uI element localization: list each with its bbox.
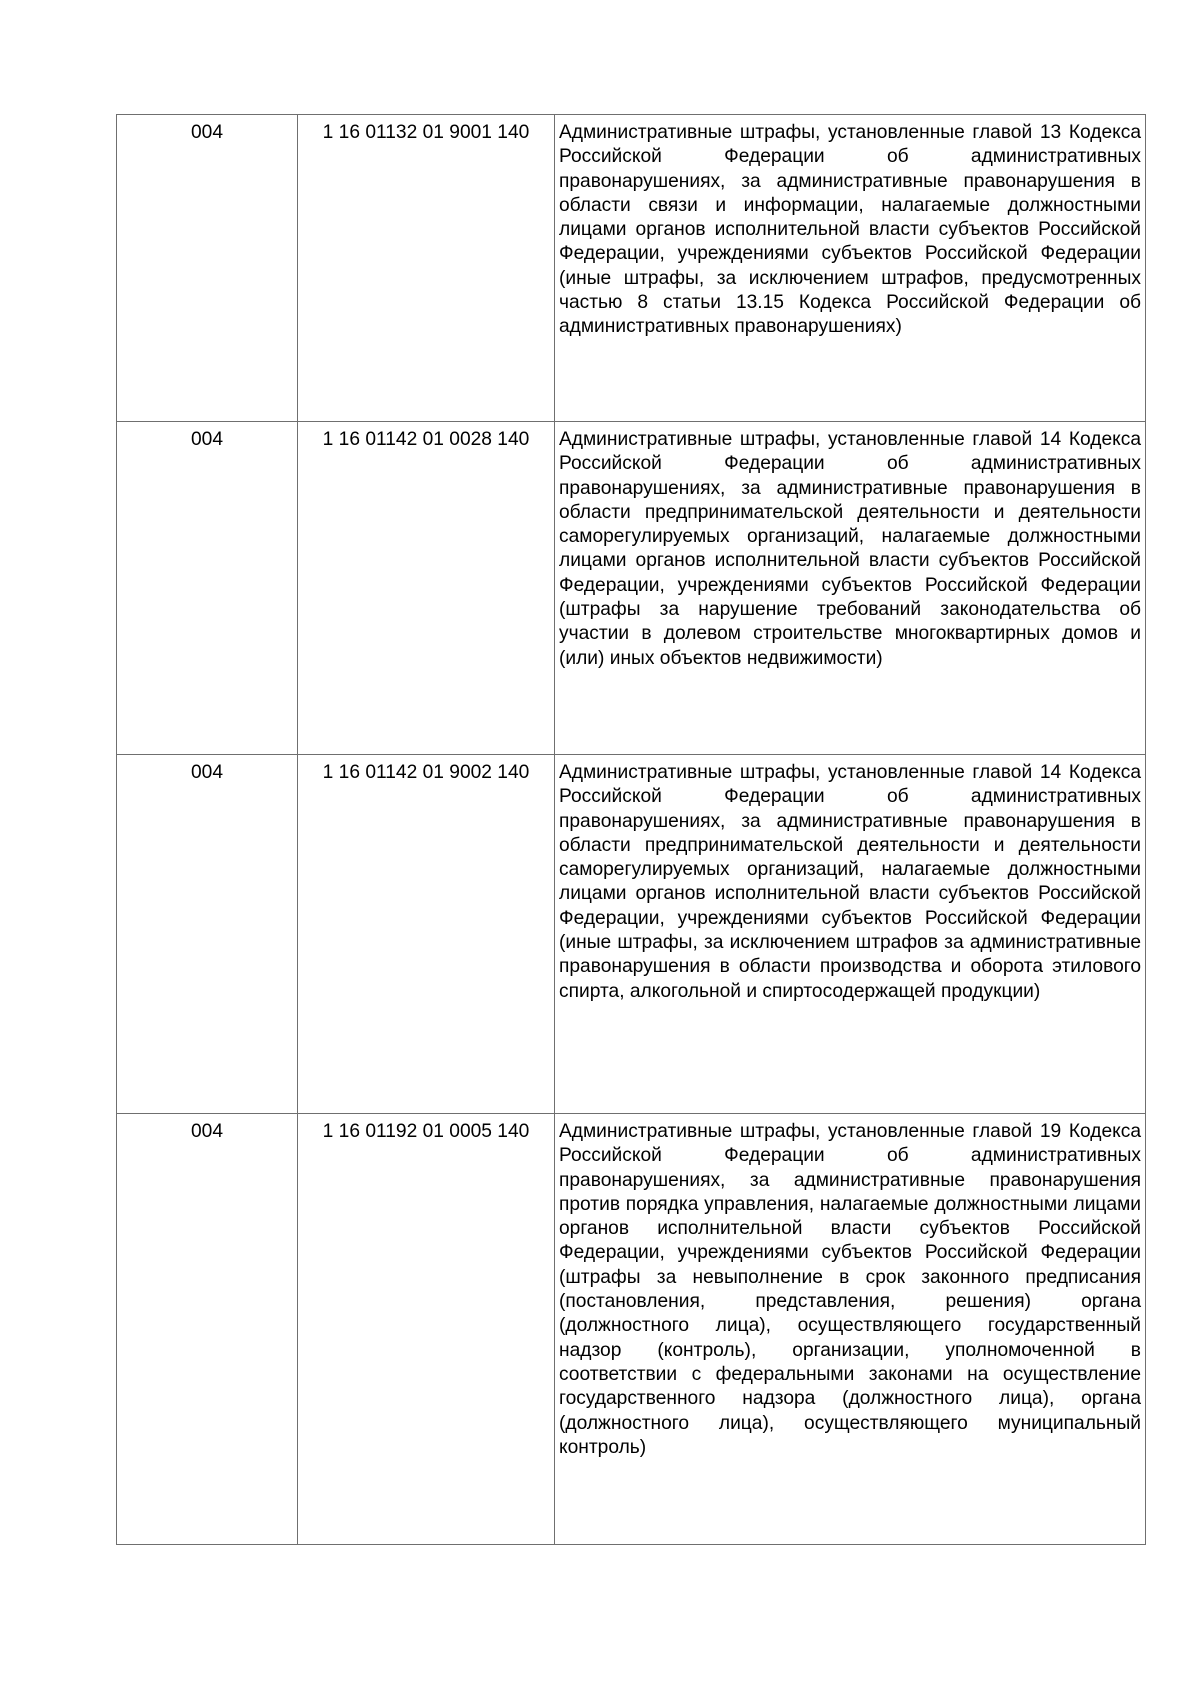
admin-code-cell: 004 bbox=[117, 1114, 298, 1545]
table-row bbox=[117, 115, 1146, 422]
description-cell: Административные штрафы, установленные главой 14 Кодекса Российской Федерации об административных правонарушениях, за административные правонарушения в области предпринимательской деятельности и деятельности саморегулируемых организаций, налагаемые должностными лицами органов исполнительной власти субъектов Российской Федерации, учреждениями субъектов Российской Федерации (иные штрафы, за исключением штрафов за административные правонарушения в области производства и оборота этилового спирта, алкогольной и спиртосодержащей продукции) bbox=[555, 755, 1146, 1114]
description-cell: Административные штрафы, установленные главой 19 Кодекса Российской Федерации об административных правонарушениях, за административные правонарушения против порядка управления, налагаемые должностными лицами органов исполнительной власти субъектов Российской Федерации, учреждениями субъектов Российской Федерации (штрафы за невыполнение в срок законного предписания (постановления, представления, решения) органа (должностного лица), осуществляющего государственный надзор (контроль), организации, уполномоченной в соответствии с федеральными законами на осуществление государственного надзора (должностного лица), органа (должностного лица), осуществляющего муниципальный контроль) bbox=[555, 1114, 1146, 1545]
kbk-code-cell: 1 16 01132 01 9001 140 bbox=[298, 115, 555, 422]
table-row bbox=[117, 755, 1146, 1114]
admin-code-cell: 004 bbox=[117, 115, 298, 422]
kbk-code-cell: 1 16 01142 01 9002 140 bbox=[298, 755, 555, 1114]
description-cell: Административные штрафы, установленные главой 14 Кодекса Российской Федерации об административных правонарушениях, за административные правонарушения в области предпринимательской деятельности и деятельности саморегулируемых организаций, налагаемые должностными лицами органов исполнительной власти субъектов Российской Федерации, учреждениями субъектов Российской Федерации (штрафы за нарушение требований законодательства об участии в долевом строительстве многоквартирных домов и (или) иных объектов недвижимости) bbox=[555, 422, 1146, 755]
table-row bbox=[117, 1114, 1146, 1545]
description-cell: Административные штрафы, установленные главой 13 Кодекса Российской Федерации об административных правонарушениях, за административные правонарушения в области связи и информации, налагаемые должностными лицами органов исполнительной власти субъектов Российской Федерации, учреждениями субъектов Российской Федерации (иные штрафы, за исключением штрафов, предусмотренных частью 8 статьи 13.15 Кодекса Российской Федерации об административных правонарушениях) bbox=[555, 115, 1146, 422]
admin-code-cell: 004 bbox=[117, 422, 298, 755]
kbk-code-cell: 1 16 01192 01 0005 140 bbox=[298, 1114, 555, 1545]
kbk-code-cell: 1 16 01142 01 0028 140 bbox=[298, 422, 555, 755]
budget-codes-table bbox=[116, 114, 1146, 1545]
admin-code-cell: 004 bbox=[117, 755, 298, 1114]
table-row bbox=[117, 422, 1146, 755]
